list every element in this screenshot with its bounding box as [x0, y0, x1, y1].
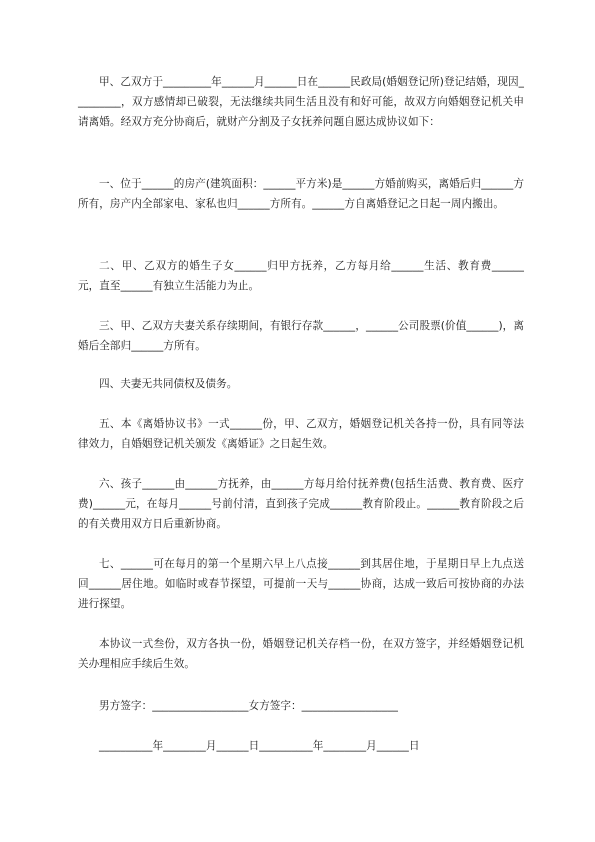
opening-paragraph: 甲、乙双方于_________年______月______日在______民政局(婚姻登记所)登记结婚，现因_________，双方感情却已破裂，无法继续共同生活且没有和好可能，故双方向婚姻登记机关申请离婚。经双方充分协商后，就财产分割及子女抚养问题自愿达成协议如下：	[78, 76, 524, 128]
clause-2-child-support: 二、甲、乙双方的婚生子女______归甲方抚养，乙方每月给______生活、教育费______元，直至______有独立生活能力为止。	[78, 260, 524, 292]
closing-paragraph: 本协议一式叁份，双方各执一份，婚姻登记机关存档一份，在双方签字，并经婚姻登记机关办理相应手续后生效。	[78, 638, 524, 670]
signature-line: 男方签字：__________________女方签字：__________________	[99, 700, 398, 712]
clause-4-debts: 四、夫妻无共同债权及债务。	[99, 378, 238, 390]
clause-5-copies: 五、本《离婚协议书》一式______份，甲、乙双方，婚姻登记机关各持一份，具有同等法律效力，自婚姻登记机关颁发《离婚证》之日起生效。	[78, 418, 524, 450]
clause-7-visitation: 七、______可在每月的第一个星期六早上八点接______到其居住地，于星期日早上九点送回______居住地。如临时或春节探望，可提前一天与______协商，达成一致后可按协商的办法进行探望。	[78, 558, 524, 610]
clause-1-property: 一、位于______的房产(建筑面积：______平方米)是______方婚前购买，离婚后归______方所有，房产内全部家电、家私也归______方所有。______方自离婚登记之日起一周内搬出。	[78, 178, 524, 210]
clause-3-deposits: 三、甲、乙双方夫妻关系存续期间，有银行存款______，______公司股票(价值______)，离婚后全部归______方所有。	[78, 320, 524, 352]
clause-6-custody: 六、孩子______由______方抚养，由______方每月给付抚养费(包括生活费、教育费、医疗费)______元，在每月______号前付清，直到孩子完成______教育阶段止。______教育阶段之后的有关费用双方日后重新协商。	[78, 478, 524, 530]
date-line: __________年________月______日__________年________月______日	[99, 740, 420, 752]
